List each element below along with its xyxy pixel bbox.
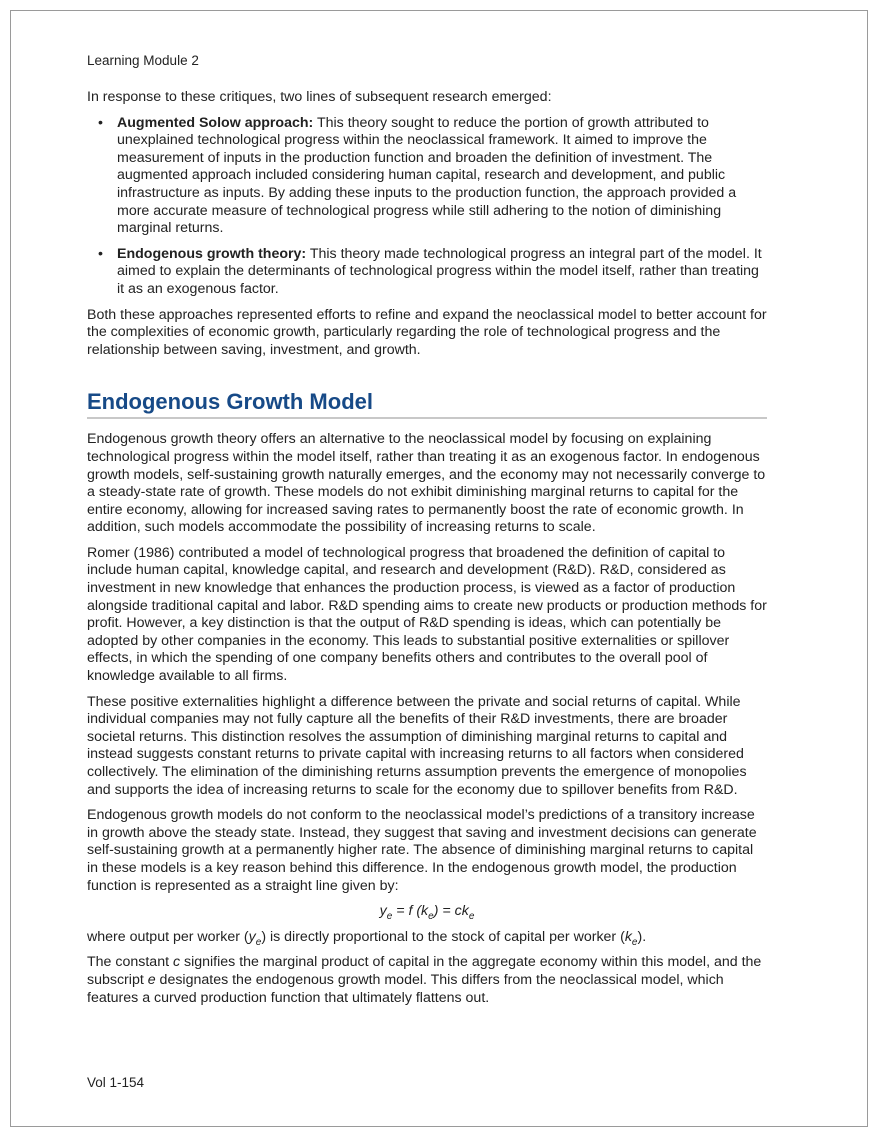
page-content <box>87 89 767 1015</box>
section-title: Endogenous Growth Model <box>87 389 767 419</box>
formula-subscript: e <box>386 910 393 922</box>
running-header: Learning Module 2 <box>87 53 199 68</box>
text: where output per worker ( <box>87 928 249 945</box>
page-number: Vol 1-154 <box>87 1075 145 1090</box>
list-item-title: Endogenous growth theory: <box>117 245 307 262</box>
formula-part: = f (k <box>392 903 429 920</box>
body-paragraph: These positive externalities highlight a difference between the private and social returns of capital. While individual companies may not fully capture all the benefits of their R&D investments, there are broader societal returns. This distinction resolves the assumption of diminishing marginal returns to capital and instead suggests constant returns to private capital with increasing returns to all factors when considered collectively. The elimination of the diminishing returns assumption prevents the emergence of monopolies and supports the idea of increasing returns to scale for the economy due to spillover benefits from R&D. <box>87 693 747 798</box>
list-item <box>98 114 767 238</box>
formula-subscript: e <box>468 910 475 922</box>
subscript: e <box>255 936 262 948</box>
production-function-formula <box>87 903 767 921</box>
list-item-text: This theory made technological progress an integral part of the model. It aimed to explain the determinants of technological progress within the model itself, rather than treating it as an exogenous factor. <box>117 245 762 297</box>
bullet-icon: • <box>98 114 103 131</box>
var-y: y <box>248 928 256 945</box>
text: ) is directly proportional to the stock of capital per worker ( <box>261 928 625 945</box>
var-k: k <box>624 928 632 945</box>
formula-part: ) = ck <box>433 903 469 920</box>
list-item-title: Augmented Solow approach: <box>117 114 314 131</box>
var-e: e <box>147 971 156 988</box>
formula-y: y <box>379 903 387 920</box>
subscript: e <box>631 936 638 948</box>
formula-subscript: e <box>428 910 434 922</box>
text: The constant <box>87 954 173 971</box>
list-item <box>98 245 767 299</box>
body-paragraph: Endogenous growth models do not conform to the neoclassical model’s predictions of a transitory increase in growth above the steady state. Instead, they suggest that saving and investment decisions can generate self-sustaining growth at a permanently higher rate. The absence of diminishing marginal returns to capital in these models is a key reason behind this difference. In the endogenous growth model, the production function is represented as a straight line given by: <box>87 807 757 894</box>
approach-list <box>87 115 767 299</box>
var-c: c <box>172 954 181 971</box>
summary-paragraph: Both these approaches represented efforts to refine and expand the neoclassical model to better account for the complexities of economic growth, particularly regarding the role of technological progress and the relationship between saving, investment, and growth. <box>87 306 767 358</box>
constant-paragraph <box>87 954 767 1007</box>
body-paragraph: Romer (1986) contributed a model of technological progress that broadened the definition of capital to include human capital, knowledge capital, and research and development (R&D). R&D, considered as investment in new knowledge that enhances the production process, is viewed as a factor of production alongside traditional capital and labor. R&D spending aims to create new products or production methods for profit. However, a key distinction is that the output of R&D spending is ideas, which can potentially be adopted by other companies in the economy. This leads to substantial positive externalities or spillover effects, in which the spending of one company benefits others and contributes to the overall pool of knowledge available to all firms. <box>87 544 767 685</box>
intro-paragraph: In response to these critiques, two lines of subsequent research emerged: <box>87 89 552 105</box>
text: signifies the marginal product of capital in the aggregate economy within this model, and the subscript <box>87 954 762 988</box>
list-item-text: This theory sought to reduce the portion of growth attributed to unexplained technological progress within the neoclassical framework. It aimed to improve the measurement of inputs in the production function and broaden the definition of investment. The augmented approach included considering human capital, research and development, and public infrastructure as inputs. By adding these inputs to the production function, the approach provided a more accurate measure of technological progress while still adhering to the notion of diminishing marginal returns. <box>117 114 737 237</box>
text: designates the endogenous growth model. This differs from the neoclassical model, which features a curved production function that ultimately flattens out. <box>87 971 724 1006</box>
body-paragraph: Endogenous growth theory offers an alternative to the neoclassical model by focusing on explaining technological progress within the model itself, rather than treating it as an exogenous factor. In endogenous growth models, self-sustaining growth naturally emerges, and the economy may not necessarily converge to a steady-state rate of growth. These models do not exhibit diminishing marginal returns to capital for the entire economy, allowing for increased saving rates to permanently boost the rate of economic growth. In addition, such models accommodate the possibility of increasing returns to scale. <box>87 431 766 536</box>
formula-explanation <box>87 929 767 947</box>
bullet-icon: • <box>98 245 103 262</box>
text: ). <box>637 928 647 945</box>
